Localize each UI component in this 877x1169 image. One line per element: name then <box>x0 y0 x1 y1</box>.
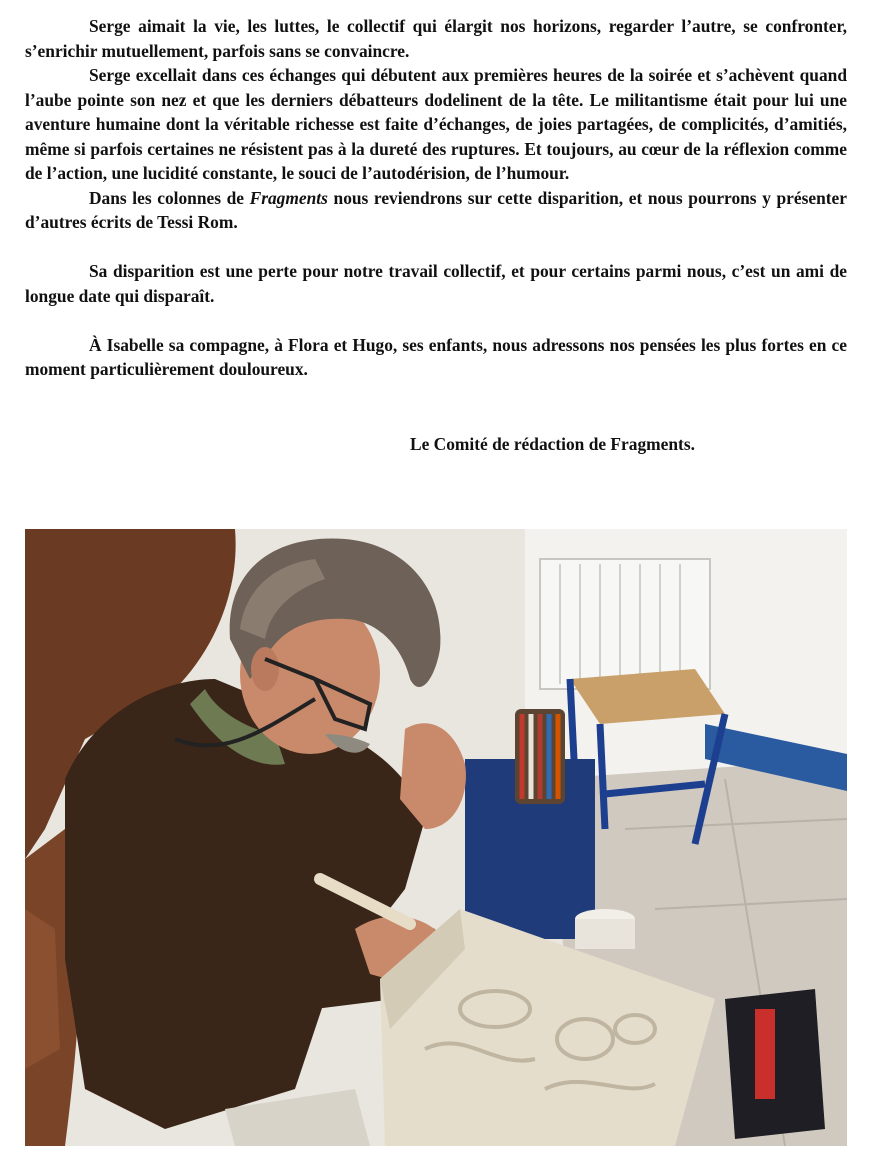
paragraph-4: Sa disparition est une perte pour notre travail collectif, et pour certains parmi nous, c’est un ami de longue date qui disparaît. <box>25 261 847 306</box>
paragraph-3 <box>25 186 847 235</box>
paragraph-2: Serge excellait dans ces échanges qui débutent aux premières heures de la soirée et s’achèvent quand l’aube pointe son nez et que les derniers débatteurs dodelinent de la tête. Le militantisme était pour lui une aventure humaine dont la véritable richesse est faite d’échanges, de joies partagées, de complicités, d’amitiés, même si parfois certaines ne résistent pas à la dureté des ruptures. Et toujours, au cœur de la réflexion comme de l’action, une lucidité constante, le souci de l’autodérision, de l’humour. <box>25 65 847 183</box>
paragraph-5: À Isabelle sa compagne, à Flora et Hugo, ses enfants, nous adressons nos pensées les plus fortes en ce moment particulièrement douloureux. <box>25 334 847 379</box>
paragraph-3-end: nous reviendrons sur cette disparition, et nous pourrons y présenter d’autres écrits de Tessi Rom. <box>25 187 847 232</box>
journal-title: Fragments <box>249 187 328 208</box>
photo-illustration <box>25 529 847 1146</box>
signature: Le Comité de rédaction de Fragments. <box>410 434 695 454</box>
article-body <box>25 14 847 382</box>
paragraph-3-start: Dans les colonnes de <box>89 187 250 208</box>
paragraph-1: Serge aimait la vie, les luttes, le collectif qui élargit nos horizons, regarder l’autre, se confronter, s’enrichir mutuellement, parfois sans se convaincre. <box>25 16 847 61</box>
photo <box>25 529 847 1146</box>
